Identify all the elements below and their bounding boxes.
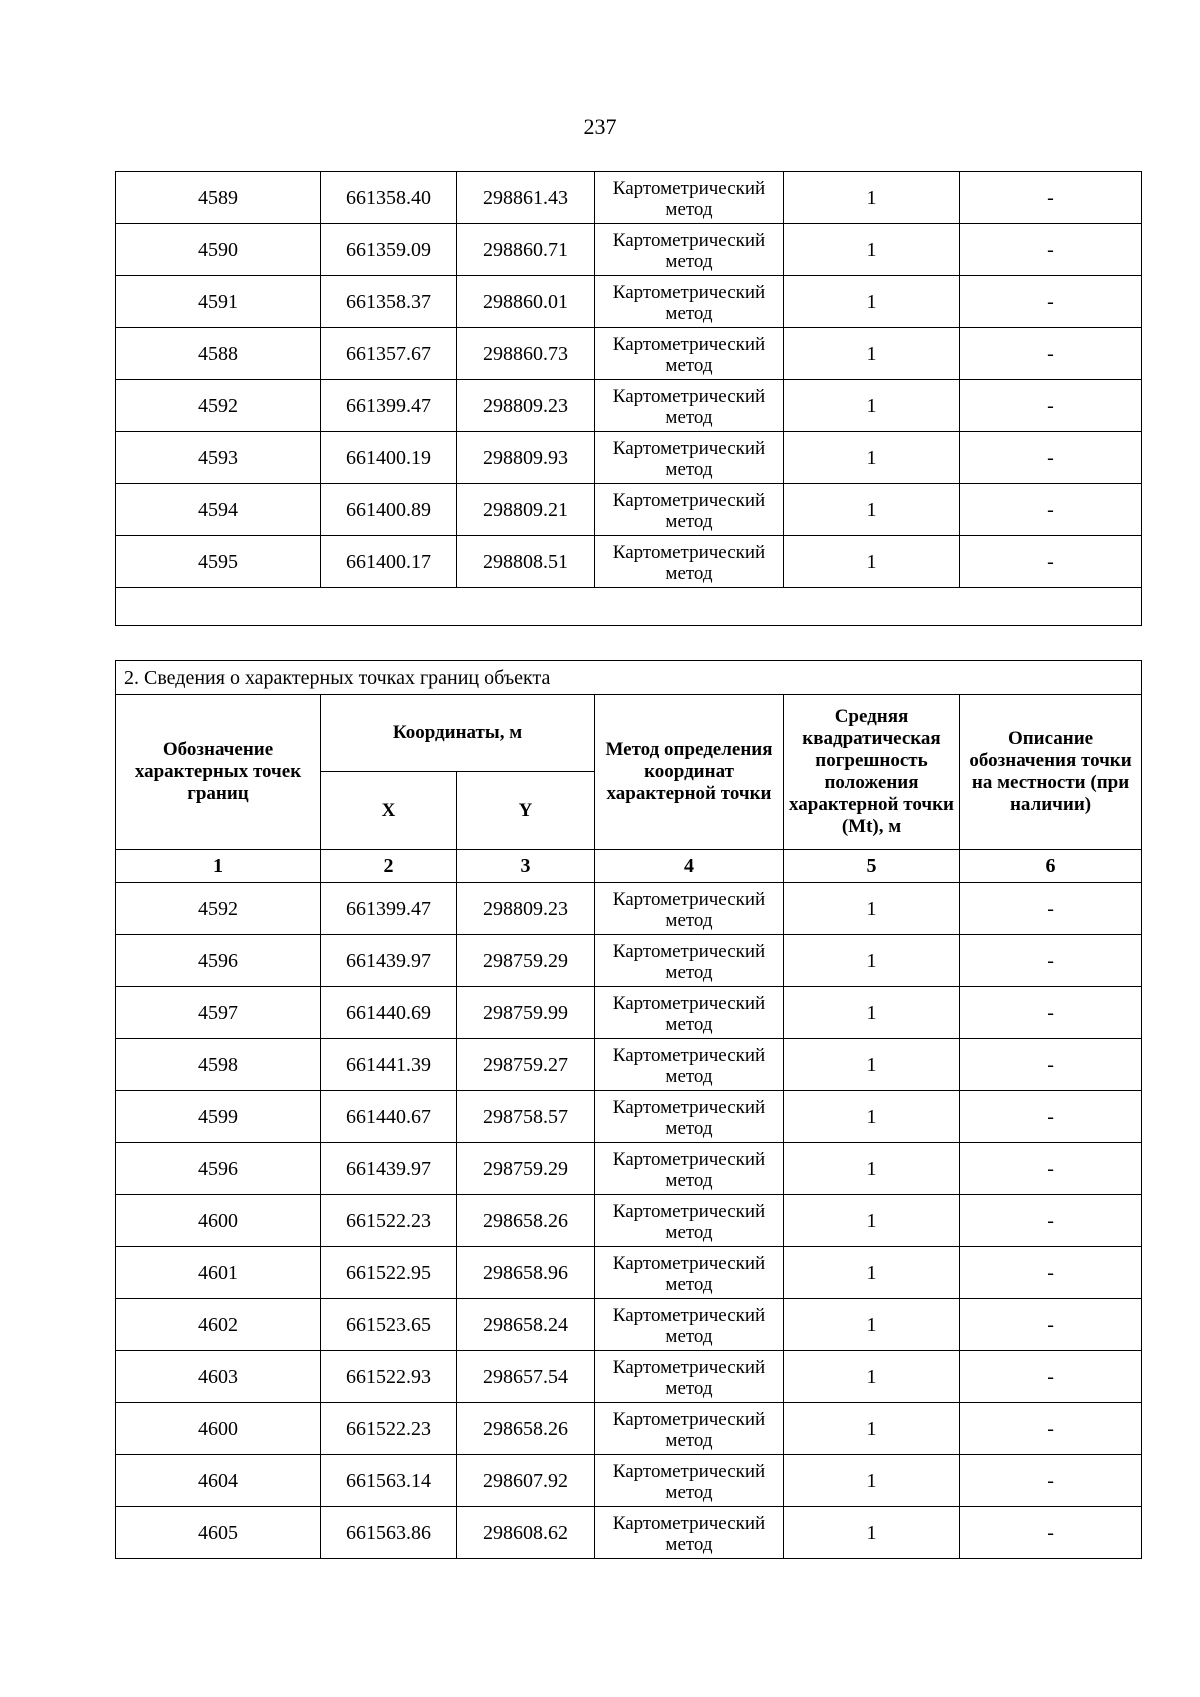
cell-x: 661563.14	[321, 1455, 457, 1507]
header-mean-square-error: Средняя квадратическая погрешность положения характерной точки (Mt), м	[784, 695, 960, 850]
method-line: метод	[665, 510, 713, 532]
cell-point: 4604	[116, 1455, 321, 1507]
cell-mt: 1	[784, 1091, 960, 1143]
method-line: метод	[665, 1221, 713, 1243]
cell-method	[595, 1091, 784, 1143]
cell-y: 298809.23	[457, 883, 595, 935]
method-line: Картометрический	[612, 229, 766, 251]
cell-mt: 1	[784, 380, 960, 432]
cell-x: 661523.65	[321, 1299, 457, 1351]
method-line: метод	[665, 354, 713, 376]
table-row	[116, 1195, 1142, 1247]
method-line: метод	[665, 1325, 713, 1347]
header-y: Y	[457, 772, 595, 850]
cell-x: 661358.37	[321, 276, 457, 328]
table-row	[116, 276, 1142, 328]
table-header	[116, 661, 1142, 883]
cell-mt: 1	[784, 1351, 960, 1403]
cell-x: 661358.40	[321, 172, 457, 224]
cell-x: 661440.69	[321, 987, 457, 1039]
cell-method	[595, 172, 784, 224]
column-number: 1	[116, 850, 321, 883]
cell-point: 4600	[116, 1195, 321, 1247]
cell-method	[595, 328, 784, 380]
cell-y: 298758.57	[457, 1091, 595, 1143]
header-point-designation: Обозначение характерных точек границ	[116, 695, 321, 850]
cell-x: 661522.93	[321, 1351, 457, 1403]
cell-mt: 1	[784, 1403, 960, 1455]
cell-point: 4599	[116, 1091, 321, 1143]
method-line: Картометрический	[612, 1408, 766, 1430]
method-line: метод	[665, 1169, 713, 1191]
cell-method	[595, 987, 784, 1039]
cell-description: -	[960, 380, 1142, 432]
cell-y: 298658.96	[457, 1247, 595, 1299]
table-row	[116, 1039, 1142, 1091]
cell-mt: 1	[784, 276, 960, 328]
cell-method	[595, 1195, 784, 1247]
cell-y: 298759.29	[457, 1143, 595, 1195]
cell-x: 661563.86	[321, 1507, 457, 1559]
cell-method	[595, 380, 784, 432]
method-line: метод	[665, 1117, 713, 1139]
method-line: метод	[665, 302, 713, 324]
cell-description: -	[960, 1403, 1142, 1455]
column-number: 3	[457, 850, 595, 883]
cell-point: 4596	[116, 1143, 321, 1195]
table-row	[116, 484, 1142, 536]
table-row	[116, 328, 1142, 380]
method-line: Картометрический	[612, 281, 766, 303]
cell-y: 298658.26	[457, 1403, 595, 1455]
empty-cell	[116, 588, 1142, 626]
method-line: метод	[665, 1065, 713, 1087]
header-description: Описание обозначения точки на местности (при наличии)	[960, 695, 1142, 850]
cell-x: 661522.95	[321, 1247, 457, 1299]
cell-y: 298809.23	[457, 380, 595, 432]
cell-description: -	[960, 276, 1142, 328]
method-line: Картометрический	[612, 333, 766, 355]
cell-mt: 1	[784, 883, 960, 935]
cell-description: -	[960, 484, 1142, 536]
method-line: Картометрический	[612, 1252, 766, 1274]
boundary-points-table	[115, 660, 1142, 1559]
cell-x: 661400.17	[321, 536, 457, 588]
column-numbers-row	[116, 850, 1142, 883]
method-line: метод	[665, 1429, 713, 1451]
header-method: Метод определения координат характерной точки	[595, 695, 784, 850]
method-line: Картометрический	[612, 888, 766, 910]
table-row	[116, 1351, 1142, 1403]
table-row	[116, 935, 1142, 987]
cell-description: -	[960, 1351, 1142, 1403]
method-line: метод	[665, 1533, 713, 1555]
cell-x: 661439.97	[321, 935, 457, 987]
cell-method	[595, 224, 784, 276]
cell-method	[595, 1299, 784, 1351]
method-line: метод	[665, 458, 713, 480]
cell-y: 298657.54	[457, 1351, 595, 1403]
cell-point: 4592	[116, 380, 321, 432]
header-coordinates: Координаты, м	[321, 695, 595, 772]
empty-row	[116, 588, 1142, 626]
table-row	[116, 172, 1142, 224]
method-line: Картометрический	[612, 177, 766, 199]
cell-mt: 1	[784, 1143, 960, 1195]
cell-point: 4605	[116, 1507, 321, 1559]
cell-description: -	[960, 1507, 1142, 1559]
cell-y: 298759.27	[457, 1039, 595, 1091]
cell-y: 298759.99	[457, 987, 595, 1039]
cell-x: 661400.89	[321, 484, 457, 536]
method-line: метод	[665, 250, 713, 272]
method-line: Картометрический	[612, 992, 766, 1014]
cell-x: 661439.97	[321, 1143, 457, 1195]
method-line: метод	[665, 1273, 713, 1295]
cell-mt: 1	[784, 1039, 960, 1091]
column-number: 5	[784, 850, 960, 883]
cell-description: -	[960, 172, 1142, 224]
cell-point: 4589	[116, 172, 321, 224]
method-line: метод	[665, 198, 713, 220]
cell-method	[595, 1247, 784, 1299]
method-line: Картометрический	[612, 385, 766, 407]
table-row	[116, 1455, 1142, 1507]
cell-y: 298607.92	[457, 1455, 595, 1507]
cell-point: 4593	[116, 432, 321, 484]
cell-mt: 1	[784, 172, 960, 224]
cell-method	[595, 432, 784, 484]
coordinates-table-continued	[115, 171, 1142, 626]
cell-point: 4597	[116, 987, 321, 1039]
table-row	[116, 1403, 1142, 1455]
cell-method	[595, 1403, 784, 1455]
cell-description: -	[960, 1299, 1142, 1351]
column-number: 2	[321, 850, 457, 883]
cell-x: 661400.19	[321, 432, 457, 484]
table-body	[116, 883, 1142, 1559]
method-line: Картометрический	[612, 541, 766, 563]
table-row	[116, 536, 1142, 588]
cell-mt: 1	[784, 224, 960, 276]
cell-description: -	[960, 1195, 1142, 1247]
header-row-top	[116, 695, 1142, 772]
cell-mt: 1	[784, 432, 960, 484]
table-row	[116, 1299, 1142, 1351]
method-line: Картометрический	[612, 940, 766, 962]
column-number: 6	[960, 850, 1142, 883]
cell-description: -	[960, 536, 1142, 588]
method-line: Картометрический	[612, 1304, 766, 1326]
cell-x: 661440.67	[321, 1091, 457, 1143]
cell-y: 298809.93	[457, 432, 595, 484]
method-line: Картометрический	[612, 1148, 766, 1170]
table-row	[116, 883, 1142, 935]
cell-x: 661522.23	[321, 1195, 457, 1247]
cell-method	[595, 1039, 784, 1091]
cell-description: -	[960, 224, 1142, 276]
section-title-row	[116, 661, 1142, 695]
cell-method	[595, 536, 784, 588]
method-line: Картометрический	[612, 1044, 766, 1066]
cell-point: 4602	[116, 1299, 321, 1351]
cell-x: 661441.39	[321, 1039, 457, 1091]
cell-mt: 1	[784, 536, 960, 588]
cell-x: 661399.47	[321, 380, 457, 432]
cell-point: 4592	[116, 883, 321, 935]
cell-x: 661399.47	[321, 883, 457, 935]
cell-point: 4601	[116, 1247, 321, 1299]
header-x: X	[321, 772, 457, 850]
method-line: метод	[665, 1481, 713, 1503]
method-line: Картометрический	[612, 1096, 766, 1118]
cell-method	[595, 1143, 784, 1195]
cell-point: 4591	[116, 276, 321, 328]
cell-point: 4594	[116, 484, 321, 536]
cell-description: -	[960, 432, 1142, 484]
method-line: Картометрический	[612, 437, 766, 459]
cell-description: -	[960, 883, 1142, 935]
cell-point: 4595	[116, 536, 321, 588]
table-row	[116, 432, 1142, 484]
method-line: Картометрический	[612, 1460, 766, 1482]
table-row	[116, 380, 1142, 432]
table-body	[116, 172, 1142, 626]
cell-x: 661357.67	[321, 328, 457, 380]
cell-point: 4600	[116, 1403, 321, 1455]
cell-mt: 1	[784, 987, 960, 1039]
cell-y: 298658.24	[457, 1299, 595, 1351]
cell-point: 4598	[116, 1039, 321, 1091]
cell-point: 4603	[116, 1351, 321, 1403]
method-line: метод	[665, 406, 713, 428]
cell-mt: 1	[784, 1299, 960, 1351]
cell-y: 298808.51	[457, 536, 595, 588]
cell-method	[595, 883, 784, 935]
cell-point: 4596	[116, 935, 321, 987]
cell-point: 4590	[116, 224, 321, 276]
method-line: метод	[665, 961, 713, 983]
cell-y: 298861.43	[457, 172, 595, 224]
method-line: Картометрический	[612, 1512, 766, 1534]
cell-method	[595, 1351, 784, 1403]
table-row	[116, 224, 1142, 276]
method-line: метод	[665, 909, 713, 931]
cell-mt: 1	[784, 935, 960, 987]
section-title: 2. Сведения о характерных точках границ объекта	[116, 661, 1142, 695]
table-row	[116, 987, 1142, 1039]
cell-method	[595, 1455, 784, 1507]
cell-description: -	[960, 1143, 1142, 1195]
table-row	[116, 1091, 1142, 1143]
cell-mt: 1	[784, 1247, 960, 1299]
cell-x: 661522.23	[321, 1403, 457, 1455]
method-line: Картометрический	[612, 1200, 766, 1222]
cell-description: -	[960, 935, 1142, 987]
table-row	[116, 1507, 1142, 1559]
method-line: метод	[665, 562, 713, 584]
cell-y: 298860.73	[457, 328, 595, 380]
cell-description: -	[960, 1247, 1142, 1299]
cell-mt: 1	[784, 1195, 960, 1247]
cell-description: -	[960, 1455, 1142, 1507]
cell-method	[595, 276, 784, 328]
cell-description: -	[960, 328, 1142, 380]
method-line: метод	[665, 1377, 713, 1399]
cell-mt: 1	[784, 484, 960, 536]
cell-method	[595, 1507, 784, 1559]
cell-y: 298608.62	[457, 1507, 595, 1559]
cell-y: 298860.71	[457, 224, 595, 276]
cell-y: 298809.21	[457, 484, 595, 536]
cell-description: -	[960, 1039, 1142, 1091]
page-number: 237	[583, 114, 617, 139]
method-line: метод	[665, 1013, 713, 1035]
table-row	[116, 1143, 1142, 1195]
method-line: Картометрический	[612, 489, 766, 511]
cell-y: 298759.29	[457, 935, 595, 987]
cell-point: 4588	[116, 328, 321, 380]
cell-description: -	[960, 987, 1142, 1039]
cell-description: -	[960, 1091, 1142, 1143]
method-line: Картометрический	[612, 1356, 766, 1378]
cell-mt: 1	[784, 1455, 960, 1507]
cell-y: 298860.01	[457, 276, 595, 328]
cell-method	[595, 935, 784, 987]
cell-y: 298658.26	[457, 1195, 595, 1247]
column-number: 4	[595, 850, 784, 883]
cell-method	[595, 484, 784, 536]
cell-mt: 1	[784, 328, 960, 380]
cell-x: 661359.09	[321, 224, 457, 276]
table-row	[116, 1247, 1142, 1299]
cell-mt: 1	[784, 1507, 960, 1559]
